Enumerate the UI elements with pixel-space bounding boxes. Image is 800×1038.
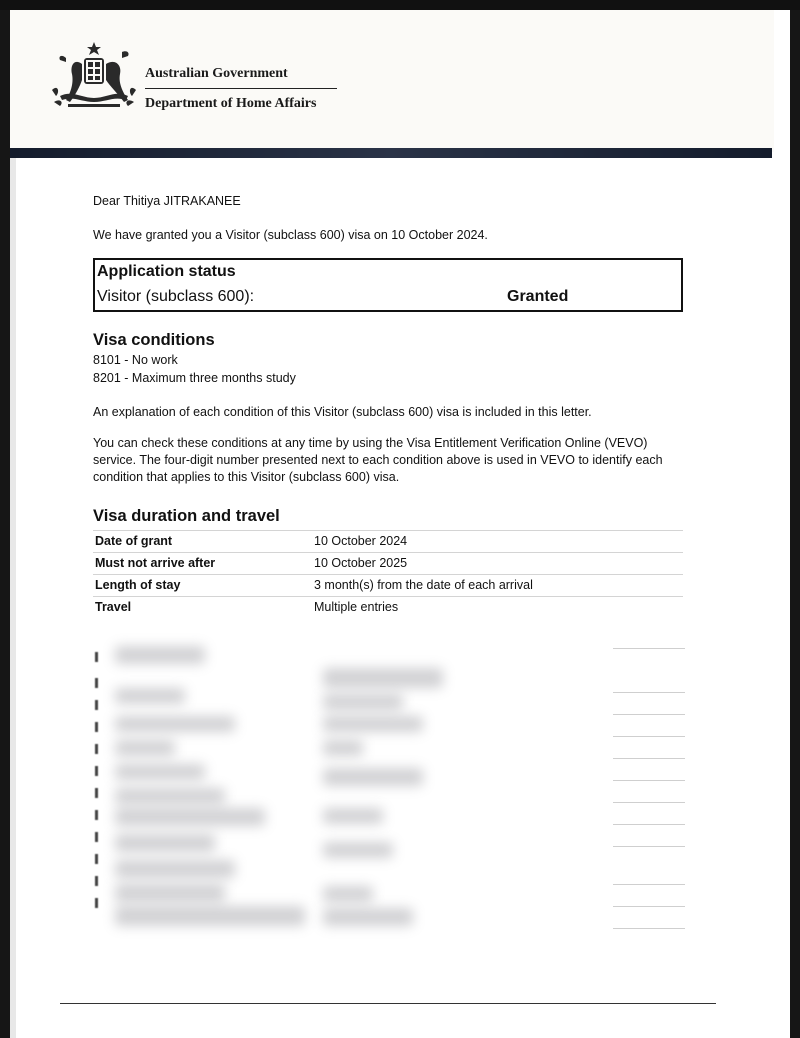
row-value: 10 October 2025 — [314, 556, 408, 570]
blurred-text — [115, 716, 235, 732]
department-name: Department of Home Affairs — [145, 96, 317, 111]
application-status-box — [93, 258, 683, 312]
redacted-region — [93, 628, 693, 948]
blurred-text — [323, 886, 373, 902]
redacted-mark — [95, 652, 98, 662]
row-value: 10 October 2024 — [314, 534, 408, 548]
blurred-text — [115, 740, 175, 756]
status-label: Visitor (subclass 600): — [97, 288, 255, 305]
conditions-heading: Visa conditions — [93, 331, 215, 349]
table-row — [93, 574, 683, 596]
government-name: Australian Government — [145, 66, 337, 89]
vevo-note: You can check these conditions at any time by using the Visa Entitlement Verification Online (VEVO) service. The four-digit number presented next to each condition above is used in VEVO to identify each condition that applies to this Visitor (subclass 600) visa. — [93, 436, 663, 484]
coat-of-arms-icon — [48, 40, 140, 120]
blurred-text — [115, 906, 305, 926]
redacted-mark — [95, 722, 98, 732]
status-title: Application status — [97, 263, 236, 280]
redacted-mark — [95, 898, 98, 908]
table-row — [93, 552, 683, 574]
top-border — [0, 0, 800, 10]
blurred-text — [323, 716, 423, 732]
condition-item: 8101 - No work — [93, 353, 178, 367]
condition-item: 8201 - Maximum three months study — [93, 371, 296, 385]
redacted-mark — [95, 876, 98, 886]
greeting: Dear Thitiya JITRAKANEE — [93, 194, 241, 208]
redacted-mark — [95, 810, 98, 820]
status-value: Granted — [507, 288, 569, 305]
duration-table — [93, 530, 683, 618]
blurred-text — [115, 860, 235, 878]
blurred-text — [323, 808, 383, 824]
table-row — [93, 530, 683, 552]
agency-name-block — [145, 66, 337, 112]
row-key: Date of grant — [95, 534, 173, 548]
redacted-row — [93, 738, 693, 760]
blurred-text — [323, 908, 413, 926]
grant-sentence: We have granted you a Visitor (subclass 600) visa on 10 October 2024. — [93, 228, 488, 242]
redacted-mark — [95, 700, 98, 710]
visa-grant-letter — [10, 10, 790, 1038]
blurred-text — [323, 768, 423, 786]
redacted-mark — [95, 788, 98, 798]
row-value: Multiple entries — [314, 600, 399, 614]
blurred-text — [115, 688, 185, 704]
table-row — [93, 596, 683, 618]
page-edge-shadow — [10, 10, 16, 1038]
blurred-text — [115, 788, 225, 804]
redacted-mark — [95, 678, 98, 688]
blurred-text — [115, 884, 225, 902]
row-key: Travel — [95, 600, 132, 614]
footer-rule — [60, 1003, 716, 1004]
row-key: Length of stay — [95, 578, 181, 592]
row-value: 3 month(s) from the date of each arrival — [314, 578, 533, 592]
redacted-mark — [95, 832, 98, 842]
redacted-mark — [95, 766, 98, 776]
letterhead — [10, 10, 774, 152]
blurred-text — [115, 808, 265, 826]
blurred-text — [115, 764, 205, 780]
blurred-text — [323, 740, 363, 756]
blurred-text — [323, 694, 403, 710]
redacted-mark — [95, 744, 98, 754]
blurred-text — [323, 842, 393, 858]
blurred-text — [115, 646, 205, 664]
row-key: Must not arrive after — [95, 556, 216, 570]
blurred-text — [323, 668, 443, 688]
header-rule — [10, 148, 772, 158]
blurred-text — [115, 834, 215, 852]
conditions-explanation: An explanation of each condition of this Visitor (subclass 600) visa is included in this letter. — [93, 405, 592, 419]
redacted-mark — [95, 854, 98, 864]
duration-heading: Visa duration and travel — [93, 507, 280, 525]
